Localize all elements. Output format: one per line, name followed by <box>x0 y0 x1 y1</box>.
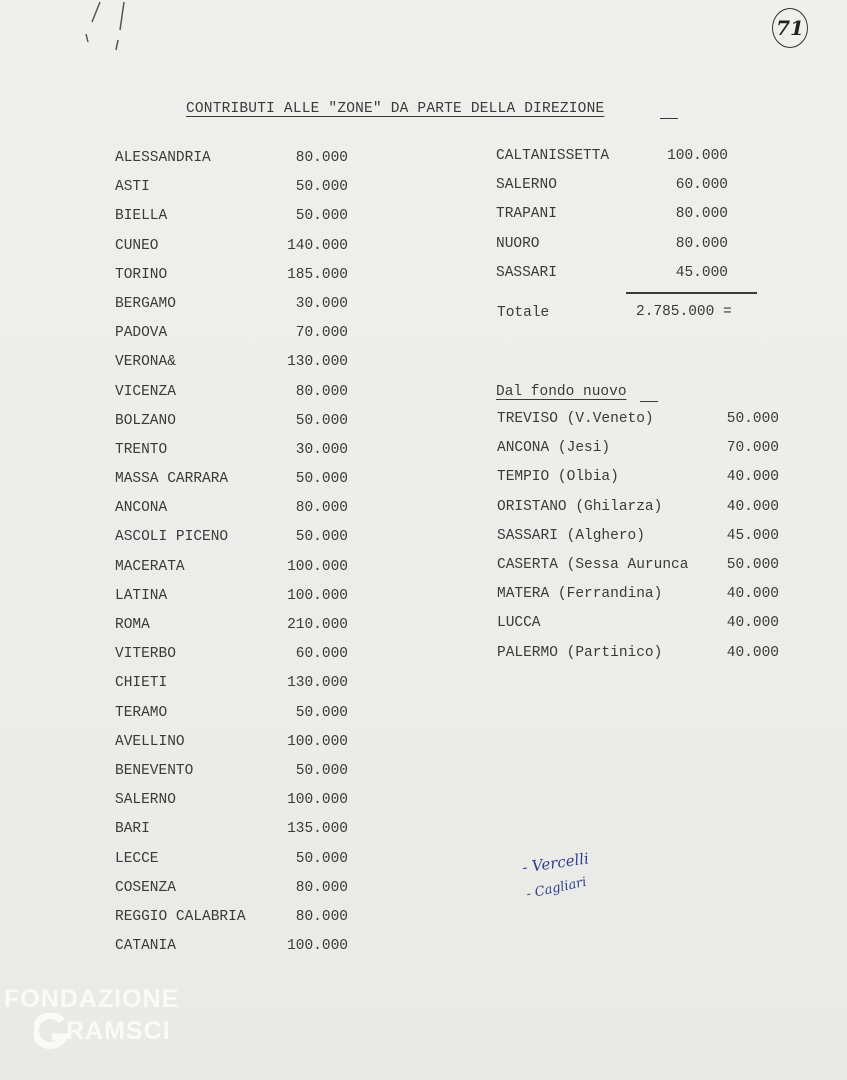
entry-amount: 70.000 <box>295 325 348 342</box>
contribution-row <box>115 909 355 938</box>
contribution-row <box>115 617 355 646</box>
contribution-row <box>115 384 355 413</box>
pen-marks <box>82 0 142 60</box>
handwritten-note: - Vercelli <box>521 849 590 877</box>
sum-rule <box>626 292 757 294</box>
contribution-row <box>115 267 355 296</box>
entry-name: TERAMO <box>115 704 168 721</box>
entry-name: TRENTO <box>115 441 168 458</box>
total-label: Totale <box>497 305 550 321</box>
contribution-row <box>115 150 355 179</box>
title-underline <box>660 118 678 119</box>
fondo-row <box>497 615 787 644</box>
contribution-row <box>115 675 355 704</box>
entry-name: BARI <box>115 821 150 838</box>
contribution-row <box>496 206 736 235</box>
contribution-row <box>115 529 355 558</box>
contribution-row <box>115 938 355 967</box>
entry-name: MATERA (Ferrandina) <box>497 586 663 603</box>
contribution-row <box>115 325 355 354</box>
entry-amount: 30.000 <box>295 441 348 458</box>
entry-amount: 100.000 <box>287 792 348 809</box>
fondo-nuovo-heading: Dal fondo nuovo <box>496 384 627 400</box>
entry-amount: 130.000 <box>287 675 348 692</box>
entry-name: TRAPANI <box>496 206 557 223</box>
entry-amount: 50.000 <box>295 412 348 429</box>
contribution-row <box>115 208 355 237</box>
contribution-row <box>115 500 355 529</box>
entry-amount: 80.000 <box>675 206 728 223</box>
right-contributions-list <box>496 148 736 294</box>
entry-amount: 130.000 <box>287 354 348 371</box>
watermark-line-2: RAMSCI <box>66 1017 171 1045</box>
contribution-row <box>115 296 355 325</box>
entry-amount: 60.000 <box>675 177 728 194</box>
entry-name: ALESSANDRIA <box>115 150 211 166</box>
entry-amount: 100.000 <box>667 148 728 164</box>
entry-amount: 50.000 <box>726 556 779 573</box>
entry-name: ORISTANO (Ghilarza) <box>497 498 663 515</box>
entry-amount: 30.000 <box>295 295 348 312</box>
entry-amount: 70.000 <box>726 440 779 457</box>
entry-amount: 45.000 <box>726 527 779 544</box>
fondo-row <box>497 528 787 557</box>
entry-amount: 80.000 <box>295 908 348 925</box>
entry-amount: 50.000 <box>726 411 779 427</box>
entry-amount: 80.000 <box>295 500 348 517</box>
entry-amount: 60.000 <box>295 646 348 663</box>
entry-amount: 100.000 <box>287 587 348 604</box>
entry-name: BENEVENTO <box>115 762 194 779</box>
entry-name: TORINO <box>115 266 168 283</box>
fondo-nuovo-list <box>497 411 787 674</box>
entry-amount: 40.000 <box>726 586 779 603</box>
entry-amount: 40.000 <box>726 498 779 515</box>
fondo-row <box>497 411 787 440</box>
contribution-row <box>115 821 355 850</box>
fondo-row <box>497 645 787 674</box>
contribution-row <box>115 880 355 909</box>
entry-amount: 40.000 <box>726 644 779 661</box>
entry-amount: 80.000 <box>295 383 348 400</box>
entry-name: TREVISO (V.Veneto) <box>497 411 654 427</box>
entry-amount: 50.000 <box>295 762 348 779</box>
entry-amount: 40.000 <box>726 469 779 486</box>
entry-amount: 40.000 <box>726 615 779 632</box>
contribution-row <box>115 792 355 821</box>
entry-name: CASERTA (Sessa Aurunca <box>497 556 689 573</box>
handwritten-note: - Cagliari <box>525 874 588 903</box>
entry-amount: 80.000 <box>295 879 348 896</box>
contribution-row <box>115 471 355 500</box>
entry-amount: 50.000 <box>295 850 348 867</box>
watermark-line-1: FONDAZIONE <box>4 985 180 1013</box>
contribution-row <box>115 559 355 588</box>
watermark-logo <box>4 985 224 1075</box>
entry-amount: 100.000 <box>287 938 348 955</box>
entry-amount: 100.000 <box>287 733 348 750</box>
entry-name: ANCONA (Jesi) <box>497 440 611 457</box>
page-number-stamp: 71 <box>772 8 808 48</box>
entry-name: VERONA& <box>115 354 176 371</box>
entry-name: NUORO <box>496 235 540 252</box>
entry-amount: 45.000 <box>675 264 728 281</box>
contribution-row <box>115 442 355 471</box>
entry-name: LUCCA <box>497 615 541 632</box>
entry-amount: 100.000 <box>287 558 348 575</box>
fondo-row <box>497 469 787 498</box>
contribution-row <box>496 177 736 206</box>
entry-name: BIELLA <box>115 208 168 225</box>
entry-amount: 50.000 <box>295 529 348 546</box>
entry-name: CALTANISSETTA <box>496 148 610 164</box>
document-title: CONTRIBUTI ALLE "ZONE" DA PARTE DELLA DIREZIONE <box>186 101 605 117</box>
entry-name: BOLZANO <box>115 412 176 429</box>
contribution-row <box>115 588 355 617</box>
contribution-row <box>115 646 355 675</box>
total-value: 2.785.000 = <box>636 304 732 320</box>
fondo-row <box>497 586 787 615</box>
fondo-heading-underline <box>640 401 658 402</box>
contribution-row <box>115 705 355 734</box>
entry-name: SASSARI <box>496 264 557 281</box>
entry-name: ASTI <box>115 179 150 196</box>
entry-amount: 50.000 <box>295 208 348 225</box>
entry-amount: 50.000 <box>295 179 348 196</box>
fondo-row <box>497 440 787 469</box>
entry-name: CHIETI <box>115 675 168 692</box>
entry-name: VITERBO <box>115 646 176 663</box>
contribution-row <box>115 413 355 442</box>
entry-amount: 50.000 <box>295 704 348 721</box>
contribution-row <box>496 265 736 294</box>
entry-name: ANCONA <box>115 500 168 517</box>
entry-name: ROMA <box>115 617 150 633</box>
entry-name: COSENZA <box>115 879 176 896</box>
entry-amount: 210.000 <box>287 617 348 633</box>
entry-name: CATANIA <box>115 938 176 955</box>
contribution-row <box>496 236 736 265</box>
entry-name: VICENZA <box>115 383 176 400</box>
contribution-row <box>496 148 736 177</box>
contribution-row <box>115 238 355 267</box>
entry-amount: 140.000 <box>287 237 348 254</box>
entry-name: LECCE <box>115 850 159 867</box>
entry-amount: 80.000 <box>675 235 728 252</box>
entry-name: LATINA <box>115 587 168 604</box>
entry-name: SASSARI (Alghero) <box>497 527 645 544</box>
contribution-row <box>115 734 355 763</box>
entry-name: CUNEO <box>115 237 159 254</box>
contribution-row <box>115 851 355 880</box>
entry-amount: 185.000 <box>287 266 348 283</box>
entry-name: SALERNO <box>115 792 176 809</box>
entry-name: MASSA CARRARA <box>115 471 229 488</box>
g-logo-icon <box>34 1013 68 1053</box>
entry-name: MACERATA <box>115 558 185 575</box>
entry-name: PALERMO (Partinico) <box>497 644 663 661</box>
entry-amount: 135.000 <box>287 821 348 838</box>
entry-name: REGGIO CALABRIA <box>115 908 246 925</box>
entry-name: ASCOLI PICENO <box>115 529 229 546</box>
entry-name: SALERNO <box>496 177 557 194</box>
entry-name: AVELLINO <box>115 733 185 750</box>
left-contributions-list <box>115 150 355 967</box>
entry-name: BERGAMO <box>115 295 176 312</box>
entry-amount: 50.000 <box>295 471 348 488</box>
contribution-row <box>115 354 355 383</box>
fondo-row <box>497 557 787 586</box>
entry-name: TEMPIO (Olbia) <box>497 469 619 486</box>
contribution-row <box>115 763 355 792</box>
contribution-row <box>115 179 355 208</box>
fondo-row <box>497 499 787 528</box>
entry-amount: 80.000 <box>295 150 348 166</box>
entry-name: PADOVA <box>115 325 168 342</box>
